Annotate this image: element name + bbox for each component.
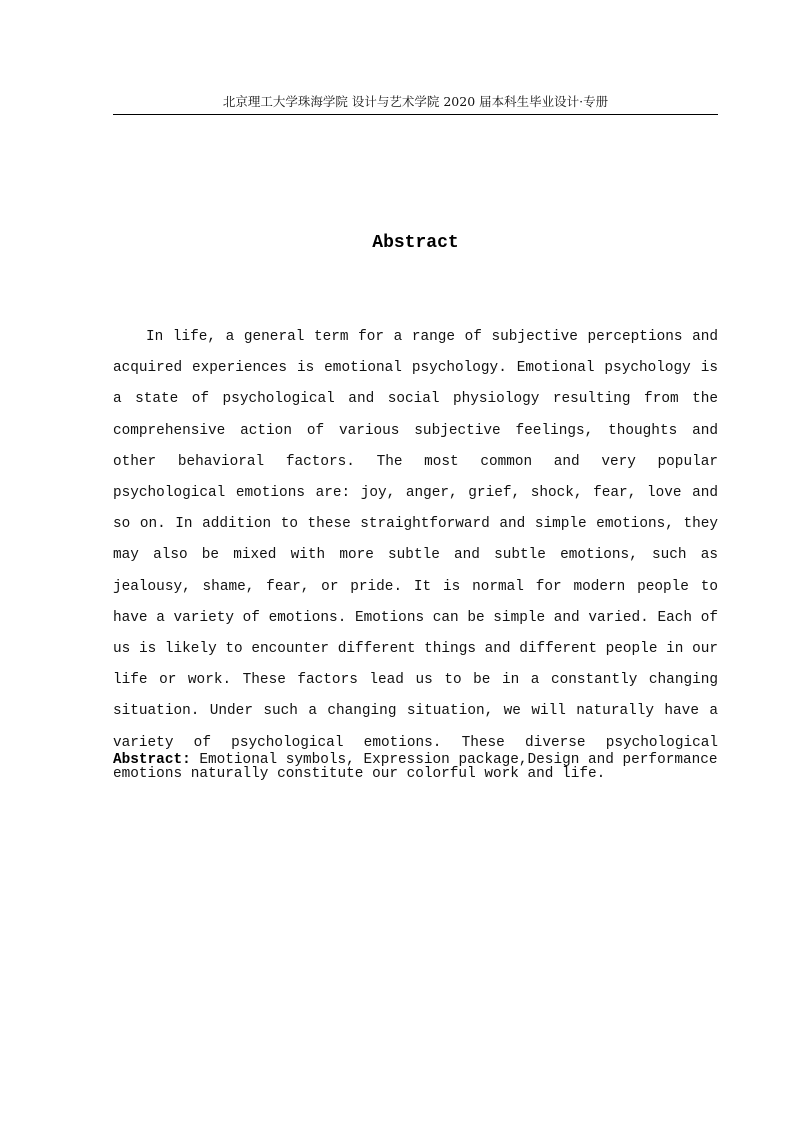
running-header: 北京理工大学珠海学院 设计与艺术学院 2020 届本科生毕业设计·专册 [222, 94, 609, 109]
abstract-paragraph: In life, a general term for a range of subjective perceptions and acquired experiences is emotional psychology. Emotional psychology is a state of psychological and social physiology resulting from the comprehensive action of various subjective feelings, thoughts and other behavioral factors. The most common and very popular psychological emotions are: joy, anger, grief, shock, fear, love and so on. In addition to these straightforward and simple emotions, they may also be mixed with more subtle and subtle emotions, such as jealousy, shame, fear, or pride. It is normal for modern people to have a variety of emotions. Emotions can be simple and varied. Each of us is likely to encounter different things and different people in our life or work. These factors lead us to be in a constantly changing situation. Under such a changing situation, we will naturally have a variety of psychological emotions. These diverse psychological emotions naturally constitute our colorful work and life. [113, 329, 718, 782]
keywords-line [113, 748, 733, 772]
header-divider [113, 114, 718, 115]
keywords-label: Abstract: [113, 752, 191, 768]
keywords-text: Emotional symbols, Expression package,Design and performance [199, 752, 718, 768]
abstract-title: Abstract [372, 233, 459, 253]
